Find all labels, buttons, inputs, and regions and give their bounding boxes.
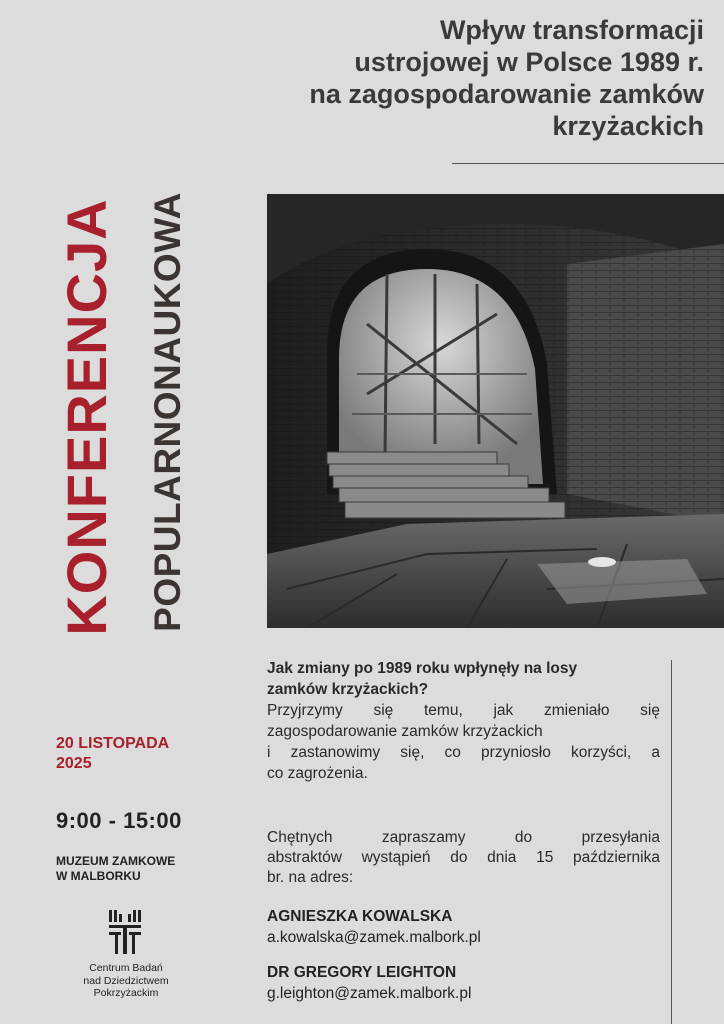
venue-line: MUZEUM ZAMKOWE: [56, 854, 176, 868]
title-line: na zagospodarowanie zamków: [309, 79, 704, 109]
invite-line: br. na adres:: [267, 869, 354, 886]
logo-line: Centrum Badań: [89, 962, 163, 974]
question-line: zamków krzyżackich?: [267, 681, 429, 698]
invite-line: Chętnych zapraszamy do przesyłania: [267, 829, 660, 846]
paragraph-line: i zastanowimy się, co przyniosło korzyści, a: [267, 744, 660, 761]
event-date: [56, 734, 169, 774]
castle-interior-photo: [267, 194, 724, 628]
invite-line: abstraktów wystąpień do dnia 15 października: [267, 849, 660, 866]
question-line: Jak zmiany po 1989 roku wpłynęły na losy: [267, 660, 578, 677]
description-question: [267, 658, 660, 700]
vertical-heading-popularnonaukowa: POPULARNONAUKOWA: [147, 192, 188, 632]
invite-paragraph: [267, 828, 660, 888]
contact-email[interactable]: a.kowalska@zamek.malbork.pl: [267, 929, 481, 946]
title-line: krzyżackich: [552, 111, 704, 141]
logo-line: Pokrzyżackim: [93, 987, 159, 999]
paragraph-line: co zagrożenia.: [267, 765, 368, 782]
description-paragraph: [267, 700, 660, 784]
contact-entry: [267, 906, 481, 948]
contact-email[interactable]: g.leighton@zamek.malbork.pl: [267, 985, 472, 1002]
title-divider: [452, 163, 724, 164]
contact-name: DR GREGORY LEIGHTON: [267, 964, 457, 981]
contact-entry: [267, 962, 471, 1004]
castle-cross-logo-icon: [107, 910, 143, 954]
event-time: 9:00 - 15:00: [56, 808, 182, 833]
vertical-heading-konferencja: KONFERENCJA: [55, 198, 118, 636]
paragraph-line: Przyjrzymy się temu, jak zmieniało się: [267, 702, 660, 719]
paragraph-line: zagospodarowanie zamków krzyżackich: [267, 723, 543, 740]
title-line: ustrojowej w Polsce 1989 r.: [354, 47, 704, 77]
vertical-divider: [671, 660, 672, 1024]
description-block: [267, 658, 660, 784]
event-venue: [56, 854, 175, 884]
venue-line: W MALBORKU: [56, 869, 141, 883]
title-line: Wpływ transformacji: [439, 15, 704, 45]
logo-caption: [60, 962, 192, 1000]
logo-line: nad Dziedzictwem: [83, 974, 169, 987]
conference-title: [144, 14, 704, 142]
date-line: 2025: [56, 755, 92, 772]
contact-name: AGNIESZKA KOWALSKA: [267, 908, 453, 925]
date-line: 20 LISTOPADA: [56, 735, 170, 752]
